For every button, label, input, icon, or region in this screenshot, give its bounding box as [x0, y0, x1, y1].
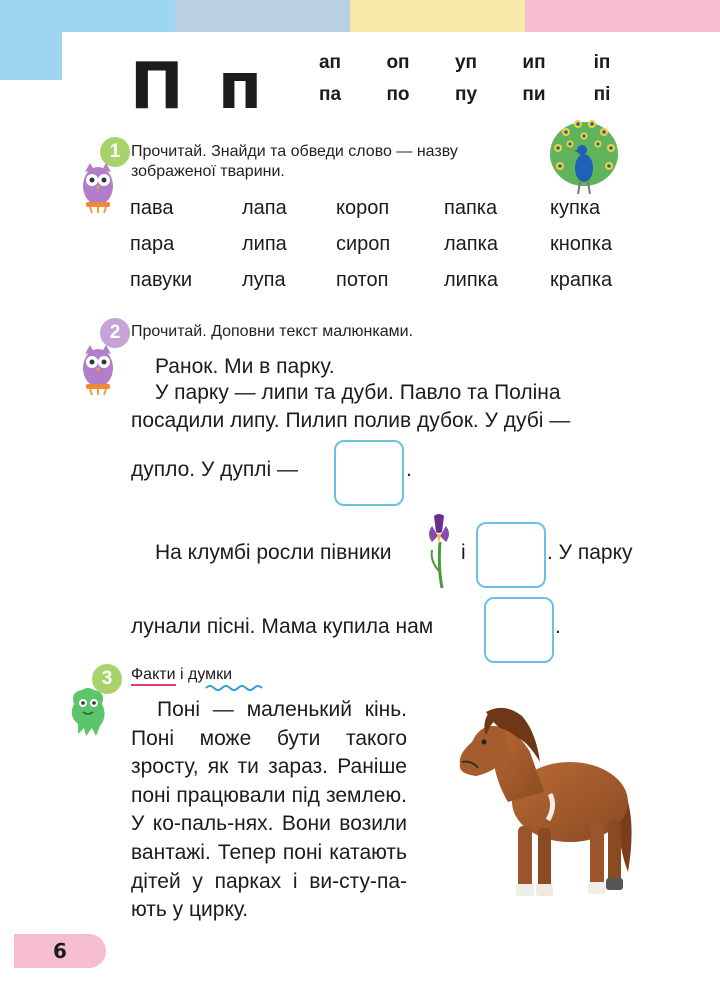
text-punct: .	[406, 458, 412, 481]
syllable: пи	[522, 84, 546, 105]
text-line: На клумбі росли півники	[155, 541, 392, 564]
owl-mascot-icon	[80, 342, 116, 396]
iris-flower-picture	[424, 512, 454, 590]
top-band-pink	[525, 0, 720, 32]
picture-answer-box[interactable]	[484, 597, 554, 663]
dragon-mascot-icon	[66, 686, 110, 740]
syllable: іп	[593, 52, 611, 73]
word-cell: сироп	[336, 233, 391, 255]
word-cell: пава	[130, 197, 174, 219]
word-cell: лапа	[242, 197, 287, 219]
word-cell: купка	[550, 197, 601, 219]
syllable: оп	[386, 52, 410, 73]
text-punct: .	[555, 615, 561, 638]
word-cell: пара	[130, 233, 175, 255]
text-line: Ранок. Ми в парку.	[155, 355, 335, 378]
word-table	[130, 196, 650, 292]
word-cell: лапка	[444, 233, 498, 255]
text-line: . У парку	[547, 541, 633, 564]
syllable: уп	[454, 52, 478, 73]
exercise1-instruction: Прочитай. Знайди та обведи слово — назву зображеної тварини.	[131, 143, 458, 180]
wavy-underline	[205, 684, 263, 692]
text-line: посадили липу. Пилип полив дубок. У дубі —	[131, 409, 571, 432]
word-cell: липа	[242, 233, 287, 255]
thoughts-word: думки	[187, 666, 233, 683]
text-line: лунали пісні. Мама купила нам	[131, 615, 434, 638]
word-cell: папка	[444, 197, 498, 219]
top-band-steel	[175, 0, 350, 32]
exercise-number-2: 2	[100, 318, 130, 348]
word-cell: короп	[336, 197, 390, 219]
syllable: ип	[522, 52, 546, 73]
syllable: по	[386, 84, 410, 105]
top-band-blue	[0, 0, 175, 32]
side-strip	[0, 32, 62, 80]
facts-title	[131, 666, 232, 684]
text-line: дупло. У дуплі —	[131, 458, 299, 481]
pony-picture	[452, 702, 640, 908]
and-word: і	[179, 666, 184, 683]
pony-story: Поні — маленький кінь. Поні може бути такого зросту, як ти зараз. Раніше поні працювали під землею. У ко-паль-нях. Вони возили вантажі. Тепер поні катають дітей у парках і ви-сту-па-ють у цирку.	[131, 698, 407, 922]
text-line: У парку — липи та дуби. Павло та Поліна	[155, 381, 561, 404]
word-cell: павуки	[130, 269, 193, 291]
picture-answer-box[interactable]	[334, 440, 404, 506]
syllable-grid	[296, 52, 636, 106]
syllable: па	[318, 84, 342, 105]
syllable: пу	[454, 84, 478, 105]
peacock-picture	[548, 118, 620, 198]
top-band-yellow	[350, 0, 525, 32]
text-word: і	[461, 541, 466, 564]
word-cell: лупа	[242, 269, 286, 291]
word-cell: липка	[444, 269, 498, 291]
exercise-number-3: 3	[92, 664, 122, 694]
page-number: 6	[14, 934, 106, 968]
word-cell: кнопка	[550, 233, 613, 255]
picture-answer-box[interactable]	[476, 522, 546, 588]
word-cell: крапка	[550, 269, 613, 291]
facts-word: Факти	[131, 666, 176, 686]
exercise2-instruction: Прочитай. Доповни текст малюнками.	[131, 323, 413, 340]
exercise-number-1: 1	[100, 137, 130, 167]
owl-mascot-icon	[80, 160, 116, 214]
word-cell: потоп	[336, 269, 389, 291]
syllable: пі	[593, 84, 611, 105]
letter-heading: П п	[130, 50, 269, 124]
syllable: ап	[318, 52, 342, 73]
